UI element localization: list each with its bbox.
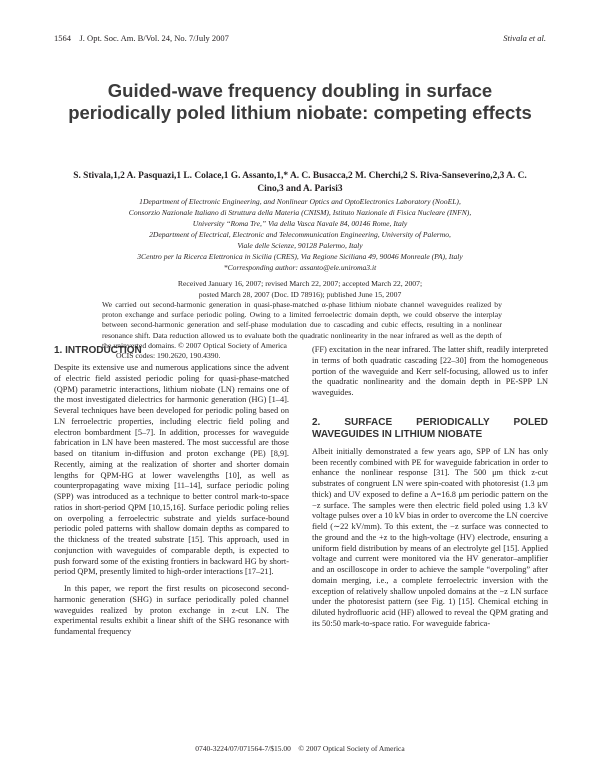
paragraph: Albeit initially demonstrated a few years ago, SPP of LN has only been recently combined with PE for waveguide fabrication in order to enhance the nonlinear response [31]. The 500 μm thick z-cut substrates of congruent LN were spin-coated with photoresist (1.3 μm thick) and UV exposed to define a Λ=16.8 μm periodic pattern on the −z surface. The samples were then electric field poled using 1.3 kV voltage pulses over a 10 kV bias in order to overcome the LN coercive field (∼22 kV/mm). To this extent, the −z surface was connected to the ground and the +z to the high-voltage (HV) electrode, ensuring a uniform field distribution by means of an electrolyte gel [15]. Applied voltage and current were monitored via the HV generator–amplifier and an oscilloscope in order to achieve the sample “overpoling” after domain merging, i.e., a complete ferroelectric inversion with the exception of relatively shallow unpoled domains at the −z LN surface under the photoresist pattern (see Fig. 1) [15]. Chemical etching in diluted hydrofluoric acid (HF) allowed to reveal the QPM grating and its 50:50 mark-to-space ratio. For waveguide fabrica- [312,446,548,628]
right-column [312,345,548,630]
affiliation-line: University “Roma Tre,” Via della Vasca Navale 84, 00146 Rome, Italy [192,219,408,228]
left-column [54,345,289,638]
affiliation-line: 2Department of Electrical, Electronic and Telecommunication Engineering, University of Palermo, [149,230,451,239]
running-authors: Stivala et al. [503,33,546,43]
corresponding-author: *Corresponding author: assanto@ele.uniroma3.it [223,263,377,272]
dates-line: posted March 28, 2007 (Doc. ID 78916); published June 15, 2007 [198,289,402,299]
paragraph: (FF) excitation in the near infrared. The latter shift, readily interpreted in terms of both quadratic cascading [22–30] from the homogeneous portion of the waveguide and Kerr self-focusing, allowed us to infer the quadratic nonlinearity and the domain depth in PE-SPP LN waveguides. [312,345,548,397]
affiliation-line: 1Department of Electronic Engineering, and Nonlinear Optics and OptoElectronics Laboratory (NooEL), [139,197,461,206]
author-list: S. Stivala,1,2 A. Pasquazi,1 L. Colace,1 G. Assanto,1,* A. C. Busacca,2 M. Cherchi,2 S. Riva-Sanseverino,2,3 A. C. Cino,3 and A. Parisi3 [73,171,527,194]
affiliation-line: Consorzio Nazionale Italiano di Struttura della Materia (CNISM), Istituto Nazionale di Fisica Nucleare (INFN), [128,208,472,217]
affiliations [80,196,520,273]
publication-dates [90,279,510,300]
paragraph: Despite its extensive use and numerous applications since the advent of electric field assisted periodic poling for quasi-phase-matched (QPM) parametric interactions, lithium niobate (LN) remains one of the most investigated dielectrics for harmonic generation (HG) [1–4]. Several techniques have been developed for periodic poling based on LN ferroelectric properties, including electric field poling and electron bombardment [5–7]. In addition, processes for waveguide fabrication in LN have been mastered. The most successful are those based on titanium in-diffusion and proton exchange (PE) [8,9]. Recently, aiming at the realization of shorter and shorter domain lengths for QPM-HG at lower wavelengths [10], as well as counterpropagating wave mixing [11–14], surface periodic poling (SPP) was introduced as a technique to better control mark-to-space ratios in short-period QPM [10,15,16]. Surface periodic poling relies on overpoling a ferroelectric substrate and yields surface-bound periodic poled patterns with shallow domain depths as compared to the thickness of the treated substrate [15]. This approach, used in conjunction with waveguides of comparable depth, is expected to push forward some of the existing frontiers in backward HG by short-period QPM, presently limited to high-order interactions [17–21]. [54,363,289,577]
running-header [54,33,546,45]
page-footer: 0740-3224/07/071564-7/$15.00 © 2007 Optical Society of America [195,744,405,753]
article-title: Guided-wave frequency doubling in surface periodically poled lithium niobate: competing effects [68,80,532,123]
journal-citation: 1564 J. Opt. Soc. Am. B/Vol. 24, No. 7/July 2007 [54,33,229,43]
section-heading-surface-poled-waveguides: 2. SURFACE PERIODICALLY POLED WAVEGUIDES IN LITHIUM NIOBATE [312,416,548,440]
affiliation-line: 3Centro per la Ricerca Elettronica in Sicilia (CRES), Via Regione Siciliana 49, 90046 Monreale (PA), Italy [137,252,463,261]
section-heading-introduction: 1. INTRODUCTION [54,345,142,356]
paragraph: In this paper, we report the first results on picosecond second-harmonic generation (SHG) in surface periodically poled channel waveguides realized by proton exchange in z-cut LN. The experimental results exhibit a linear shift of the SHG resonance with fundamental frequency [54,584,289,636]
dates-line: Received January 16, 2007; revised March 22, 2007; accepted March 22, 2007; [177,279,423,288]
abstract-text: We carried out second-harmonic generation in quasi-phase-matched α-phase lithium niobate channel waveguides realized by proton exchange and surface periodic poling. Owing to a limited ferroelectric domain depth, we could observe the interplay between second-harmonic generation and self-phase modulation due to cascading and cubic effects, resulting in a nonlinear resonance shift. Data reduction allowed us to evaluate both the quadratic nonlinearity in the near infrared as well as the depth of the uninverted domains. © 2007 Optical Society of America [102,300,502,350]
affiliation-line: Viale delle Scienze, 90128 Palermo, Italy [237,241,363,250]
ocis-codes: OCIS codes: 190.2620, 190.4390. [116,351,221,361]
